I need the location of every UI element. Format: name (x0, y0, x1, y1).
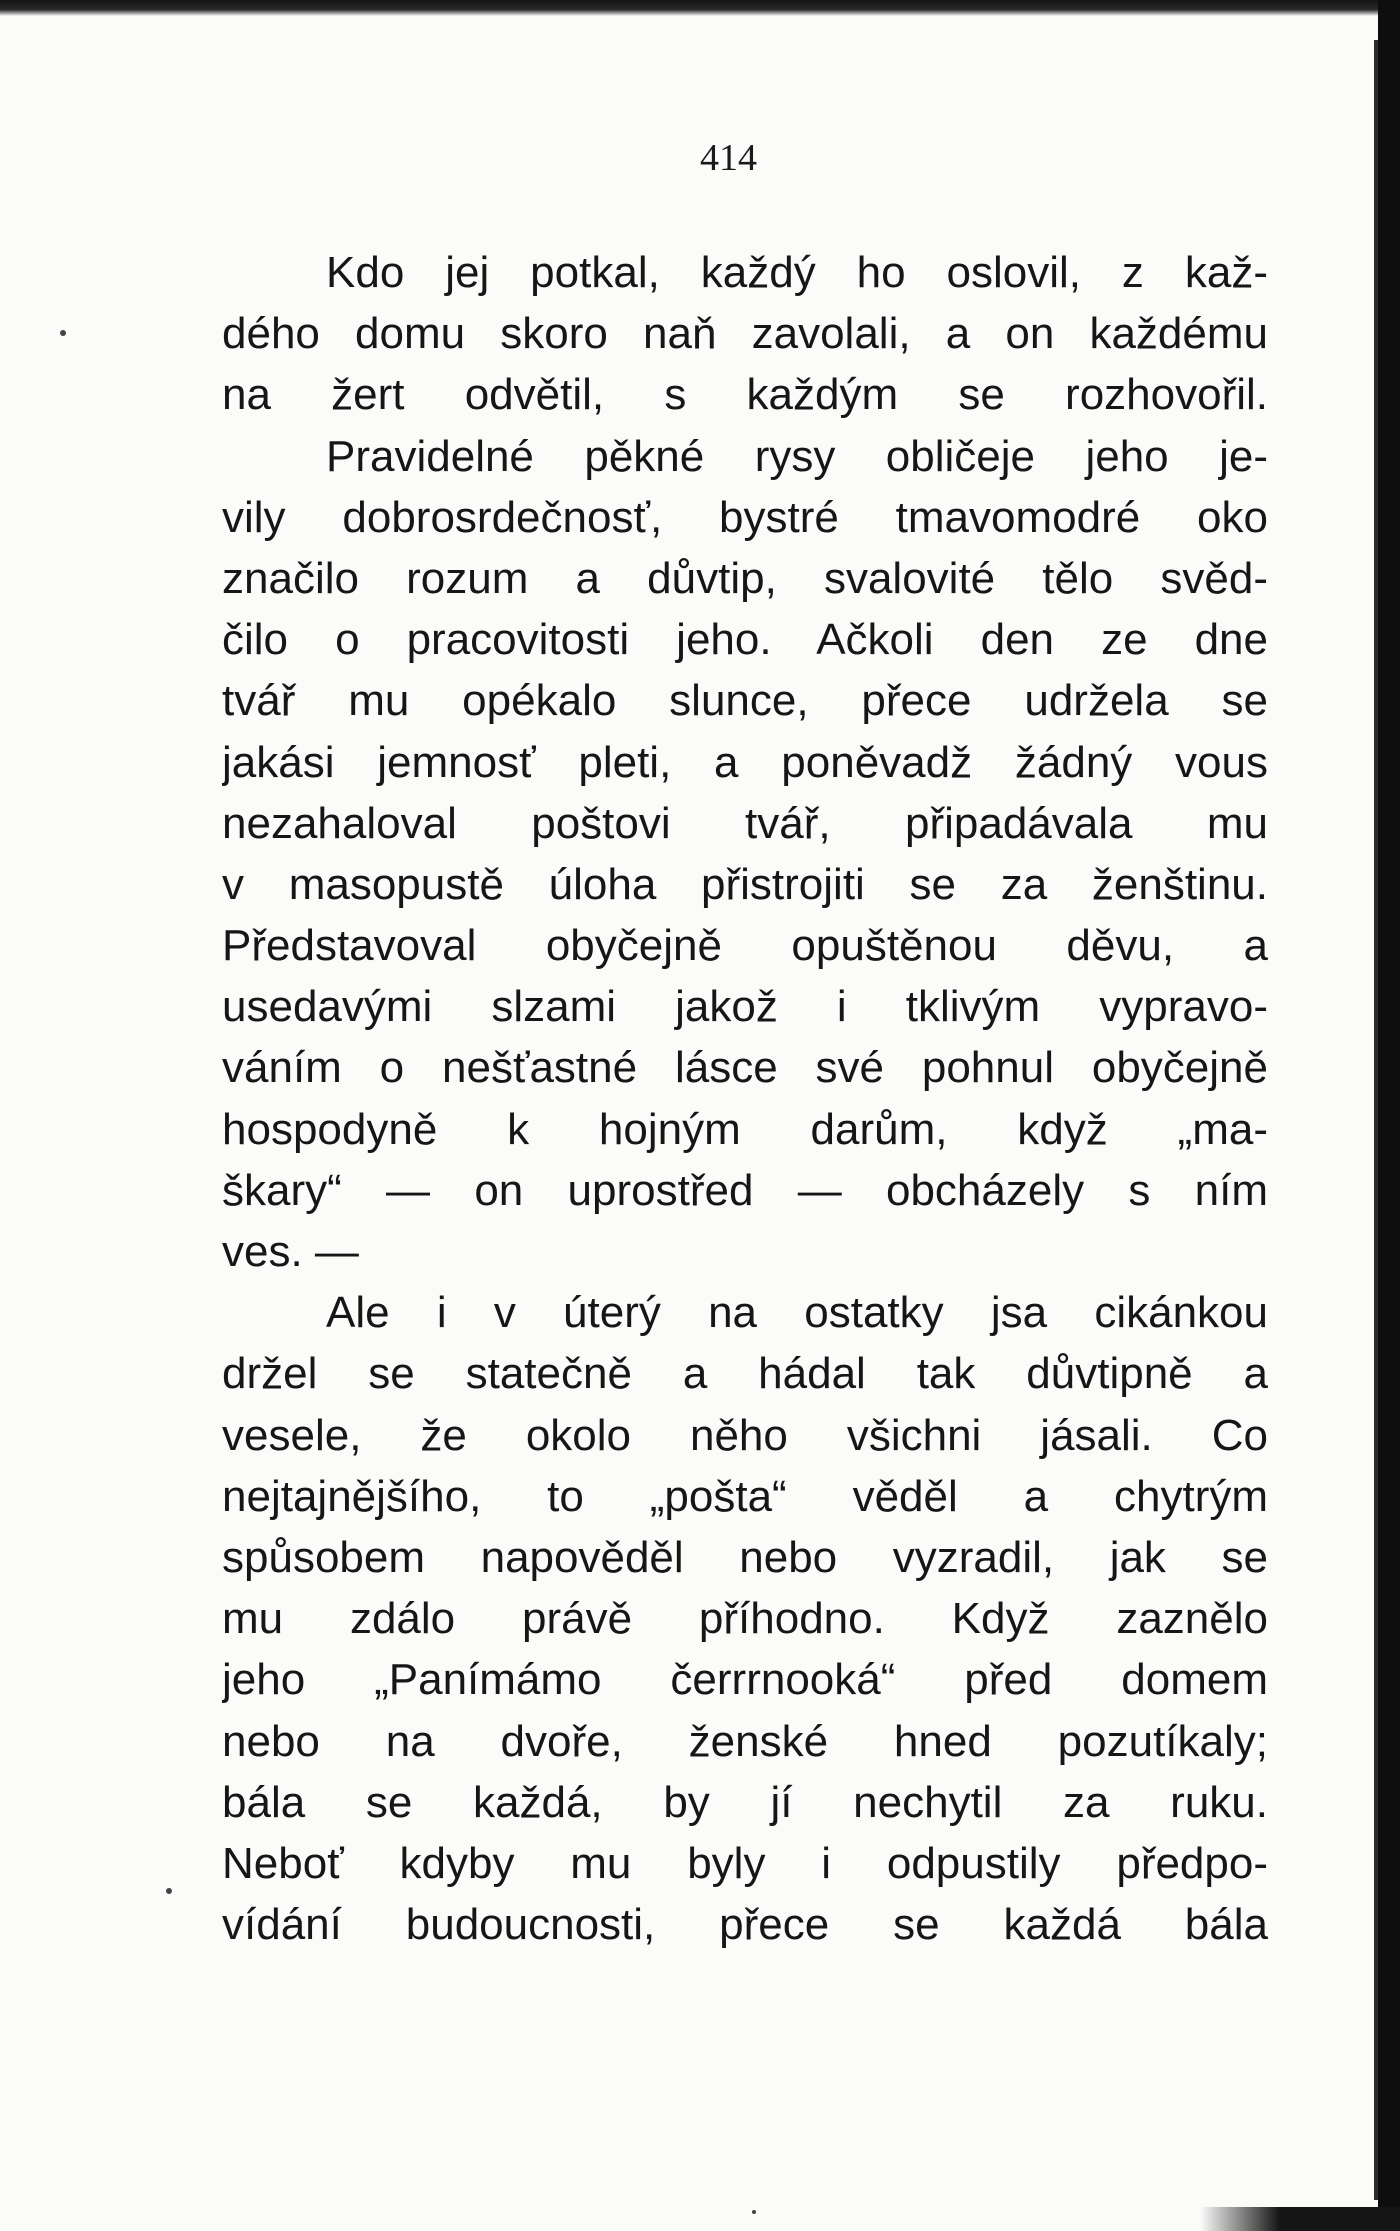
text-line: držel se statečně a hádal tak důvtipně a (222, 1349, 1268, 1399)
text-line: škary“ — on uprostřed — obcházely s ním (222, 1165, 1268, 1215)
text-line: nebo na dvoře, ženské hned pozutíkaly; (222, 1716, 1268, 1766)
body-text (222, 242, 1268, 1955)
text-line: značilo rozum a důvtip, svalovité tělo svěd- (222, 553, 1268, 603)
text-line: v masopustě úloha přistrojiti se za ženštinu. (222, 859, 1268, 909)
text-line: tvář mu opékalo slunce, přece udržela se (222, 676, 1268, 726)
text-line: Ale i v úterý na ostatky jsa cikánkou (326, 1288, 1268, 1338)
text-line: vídání budoucnosti, přece se každá bála (222, 1900, 1268, 1950)
scan-right-shadow (1374, 40, 1378, 2200)
text-line: vesele, že okolo něho všichni jásali. Co (222, 1410, 1268, 1460)
text-line: jeho „Panímámo čerrrnooká“ před domem (222, 1655, 1268, 1705)
scan-speck (752, 2210, 756, 2214)
text-line: ves. — (222, 1227, 359, 1276)
text-line: usedavými slzami jakož i tklivým vypravo- (222, 982, 1268, 1032)
text-line: Představoval obyčejně opuštěnou děvu, a (222, 921, 1268, 971)
text-line: vily dobrosrdečnosť, bystré tmavomodré oko (222, 492, 1268, 542)
scan-right-edge (1378, 0, 1400, 2231)
text-line: nezahaloval poštovi tvář, připadávala mu (222, 798, 1268, 848)
text-line: Pravidelné pěkné rysy obličeje jeho je- (326, 431, 1268, 481)
text-line: na žert odvětil, s každým se rozhovořil. (222, 370, 1268, 420)
text-line: mu zdálo právě příhodno. Když zaznělo (222, 1594, 1268, 1644)
scan-bottom-edge (1200, 2207, 1400, 2231)
scan-speck (60, 330, 66, 336)
text-line: jakási jemnosť pleti, a poněvadž žádný vous (222, 737, 1268, 787)
text-line: Neboť kdyby mu byly i odpustily předpo- (222, 1838, 1268, 1888)
text-line: dého domu skoro naň zavolali, a on každému (222, 309, 1268, 359)
text-line: bála se každá, by jí nechytil za ruku. (222, 1777, 1268, 1827)
text-line: nejtajnějšího, to „pošta“ věděl a chytrým (222, 1471, 1268, 1521)
page-number: 414 (700, 137, 757, 179)
text-line: váním o nešťastné lásce své pohnul obyčejně (222, 1043, 1268, 1093)
scan-speck (166, 1888, 172, 1894)
scan-top-edge (0, 0, 1400, 16)
text-line: hospodyně k hojným darům, když „ma- (222, 1104, 1268, 1154)
text-line: Kdo jej potkal, každý ho oslovil, z kaž- (326, 248, 1268, 297)
text-line: čilo o pracovitosti jeho. Ačkoli den ze dne (222, 615, 1268, 665)
text-line: spůsobem napověděl nebo vyzradil, jak se (222, 1532, 1268, 1582)
